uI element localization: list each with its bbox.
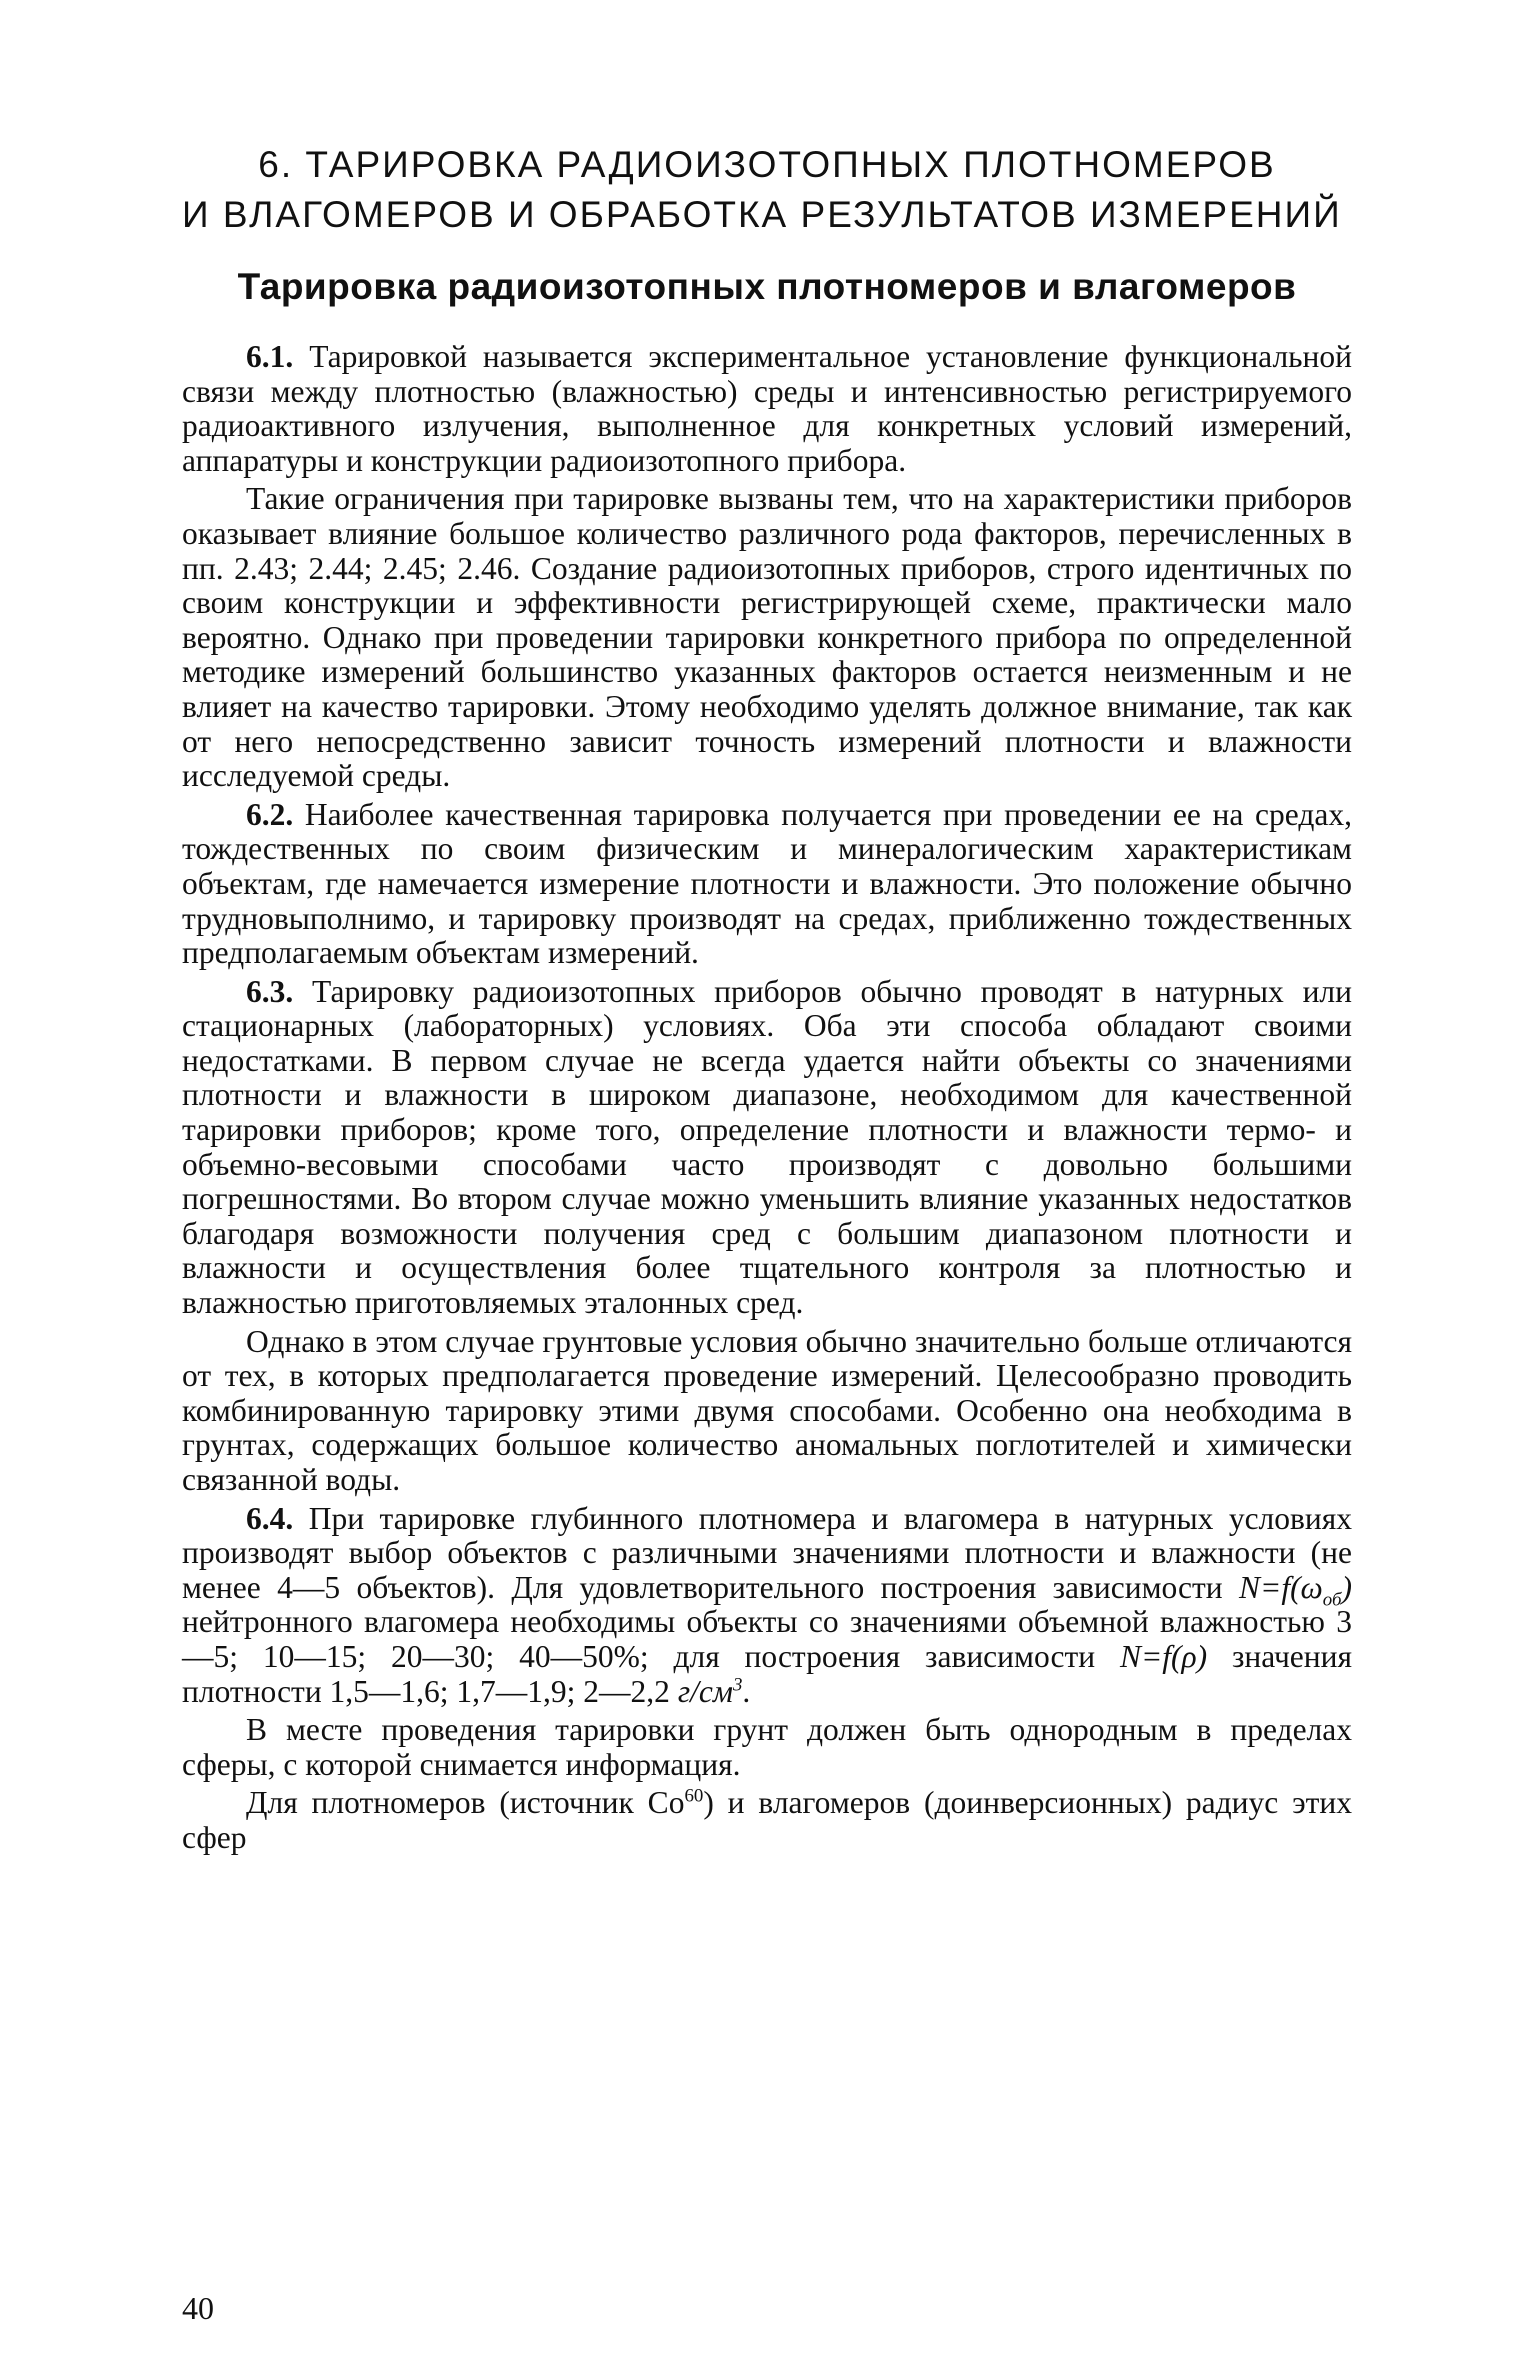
formula-density: N=f(ρ)	[1119, 1638, 1208, 1674]
paragraph-text: Однако в этом случае грунтовые условия обычно значительно больше отличаются от тех, в которых предполагается проведение измерений. Целесообразно проводить комбинированную тарировку этими двумя способами. Особенно она необходима в грунтах, содержащих большое количество аномальных поглотителей и химически связанной воды.	[182, 1323, 1352, 1497]
paragraph-text: ) и влагомеров (доинверсионных) радиус этих сфер	[182, 1785, 1352, 1855]
paragraph-text: Тарировкой называется экспериментальное установление функциональной связи между плотностью (влажностью) среды и интенсивностью регистрируемого радиоактивного излучения, выполненное для конкретных условий измерений, аппаратуры и конструкции радиоизотопного прибора.	[182, 339, 1352, 478]
paragraph-6-1	[182, 340, 1352, 478]
page-number: 40	[182, 2290, 214, 2326]
paragraph-text: Тарировку радиоизотопных приборов обычно проводят в натурных или стационарных (лабораторных) условиях. Оба эти способа обладают своими недостатками. В первом случае не всегда удается найти объекты со значениями плотности и влажности в широком диапазоне, необходимом для качественной тарировки приборов; кроме того, определение плотности и влажности термо- и объемно-весовыми способами часто производят с довольно большими погрешностями. Во втором случае можно уменьшить влияние указанных недостатков благодаря возможности получения сред с большим диапазоном плотности и влажности и осуществления более тщательного контроля за плотностью и влажностью приготовляемых эталонных сред.	[182, 973, 1352, 1321]
chapter-title-line-1: 6. ТАРИРОВКА РАДИОИЗОТОПНЫХ ПЛОТНОМЕРОВ	[258, 144, 1276, 185]
formula-neutron: $N=f(\omega_{об})$	[1239, 1569, 1352, 1611]
paragraph-text: Наиболее качественная тарировка получается при проведении ее на средах, тождественных по своим физическим и минералогическим характеристикам объектам, где намечается измерение плотности и влажности. Это положение обычно трудновыполнимо, и тарировку производят на средах, приближенно тождественных предполагаемым объектам измерений.	[182, 796, 1352, 971]
paragraph-6-4: 6.4. При тарировке глубинного плотномера и влагомера в натурных условиях производят выбор объектов с различными значениями плотности и влажности (не менее 4—5 объектов). Для удовлетворительного построения зависимости $N=f(\omega_{об})$ нейтронного влагомера необходимы объекты со значениями объемной влажностью 3—5; 10—15; 20—30; 40—50%; для построения зависимости N=f(ρ) значения плотности 1,5—1,6; 1,7—1,9; 2—2,2 $г/см^3$.	[182, 1500, 1352, 1709]
paragraph-number: 6.3.	[246, 973, 294, 1009]
paragraph-6-3	[182, 975, 1352, 1321]
chapter-title-line-2: И ВЛАГОМЕРОВ И ОБРАБОТКА РЕЗУЛЬТАТОВ ИЗМЕРЕНИЙ	[182, 194, 1342, 235]
section-title: Тарировка радиоизотопных плотномеров и влагомеров	[237, 266, 1297, 307]
isotope-number: 60	[684, 1785, 704, 1807]
paragraph-text: нейтронного влагомера необходимы объекты со значениями объемной влажностью 3—5; 10—15; 20—30; 40—50%; для построения зависимости	[182, 1604, 1352, 1674]
chapter-title	[182, 140, 1352, 240]
paragraph-6-2	[182, 798, 1352, 971]
paragraph-text: значения плотности 1,5—1,6; 1,7—1,9; 2—2,2	[182, 1638, 1352, 1709]
paragraph-sphere-radius	[182, 1786, 1352, 1855]
page-content	[182, 140, 1352, 1860]
paragraph-text: Такие ограничения при тарировке вызваны тем, что на характеристики приборов оказывает влияние большое количество различного рода факторов, перечисленных в пп. 2.43; 2.44; 2.45; 2.46. Создание радиоизотопных приборов, строго идентичных по своим конструкции и эффективности регистрирующей схеме, практически мало вероятно. Однако при проведении тарировки конкретного прибора по определенной методике измерений большинство указанных факторов остается неизменным и не влияет на качество тарировки. Этому необходимо уделять должное внимание, так как от него непосредственно зависит точность измерений плотности и влажности исследуемой среды.	[182, 481, 1352, 794]
paragraph-sampling-site	[182, 1713, 1352, 1782]
body-text	[182, 340, 1352, 1856]
unit-density: $г/см^3$	[677, 1673, 743, 1709]
paragraph-number: 6.1.	[246, 339, 294, 374]
paragraph-6-3-continued	[182, 1325, 1352, 1498]
paragraph-text: Для плотномеров (источник Co	[246, 1785, 685, 1821]
paragraph-6-1-continued	[182, 482, 1352, 793]
paragraph-text: При тарировке глубинного плотномера и влагомера в натурных условиях производят выбор объектов с различными значениями плотности и влажности (не менее 4—5 объектов). Для удовлетворительного построения зависимости	[182, 1500, 1352, 1605]
paragraph-number: 6.2.	[246, 796, 294, 832]
paragraph-number: 6.4.	[246, 1500, 294, 1536]
paragraph-text: В месте проведения тарировки грунт должен быть однородным в пределах сферы, с которой снимается информация.	[182, 1712, 1352, 1782]
